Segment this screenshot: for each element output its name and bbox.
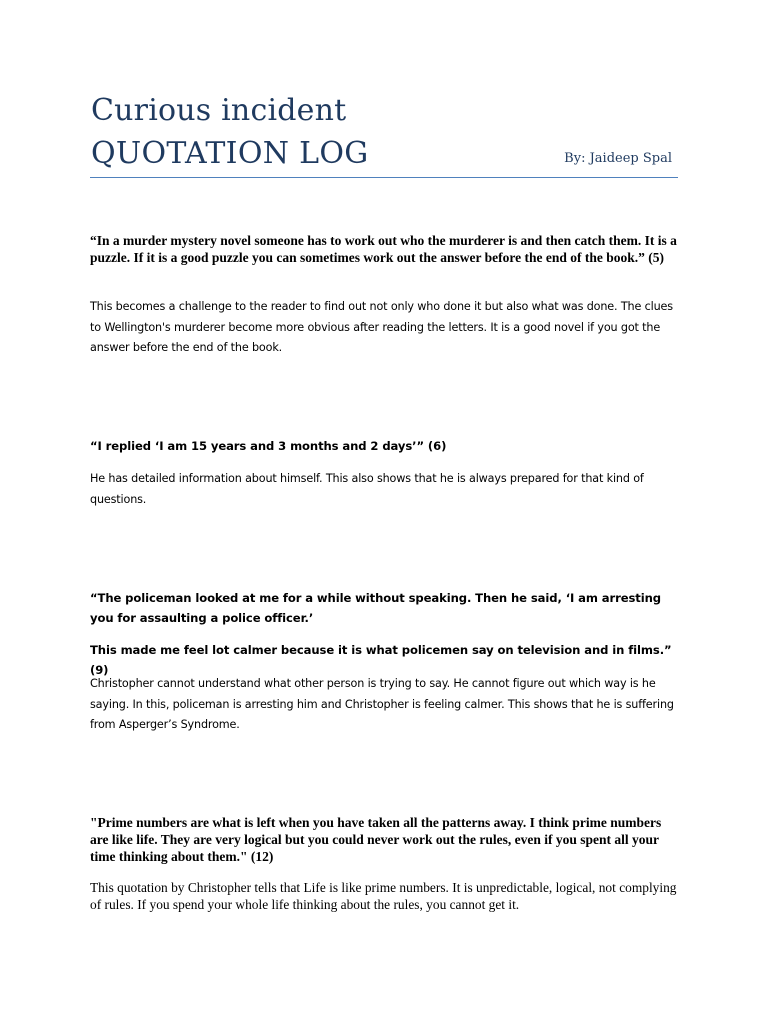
title-divider xyxy=(90,177,678,178)
entry-2 xyxy=(90,436,678,456)
entry-4 xyxy=(90,814,678,865)
entry-1 xyxy=(90,232,678,266)
entry-1-quote: “In a murder mystery novel someone has to work out who the murderer is and then catch them. It is a puzzle. If it is a good puzzle you can sometimes work out the answer before the end of the book.” (5) xyxy=(90,233,677,265)
document-subtitle: QUOTATION LOG xyxy=(91,136,369,171)
document-title: Curious incident xyxy=(91,93,347,128)
entry-2-commentary-block xyxy=(90,469,678,510)
entry-2-quote: “I replied ‘I am 15 years and 3 months and 2 days’” (6) xyxy=(90,439,447,453)
entry-3 xyxy=(90,588,678,628)
entry-3-commentary-block xyxy=(90,674,678,736)
entry-2-commentary: He has detailed information about himself. This also shows that he is always prepared for that kind of questions. xyxy=(90,472,644,506)
entry-1-commentary: This becomes a challenge to the reader to find out not only who done it but also what was done. The clues to Wellington's murderer become more obvious after reading the letters. It is a good novel if you got the answer before the end of the book. xyxy=(90,300,673,354)
entry-4-commentary: This quotation by Christopher tells that Life is like prime numbers. It is unpredictable, logical, not complying of rules. If you spend your whole life thinking about the rules, you cannot get it. xyxy=(90,880,677,912)
entry-4-quote: "Prime numbers are what is left when you have taken all the patterns away. I think prime numbers are like life. They are very logical but you could never work out the rules, even if you spent all your time thinking about them." (12) xyxy=(90,815,662,864)
document-page xyxy=(90,0,678,1024)
entry-1-commentary-block xyxy=(90,297,678,359)
entry-4-commentary-block xyxy=(90,880,678,913)
entry-3-quote-continued: This made me feel lot calmer because it is what policemen say on television and in films.” (9) xyxy=(90,643,672,677)
author-byline: By: Jaideep Spal xyxy=(564,151,672,166)
entry-3-quote: “The policeman looked at me for a while without speaking. Then he said, ‘I am arresting you for assaulting a police officer.’ xyxy=(90,591,661,625)
entry-3-commentary: Christopher cannot understand what other person is trying to say. He cannot figure out which way is he saying. In this, policeman is arresting him and Christopher is feeling calmer. This shows that he is suffering from Asperger’s Syndrome. xyxy=(90,677,674,731)
